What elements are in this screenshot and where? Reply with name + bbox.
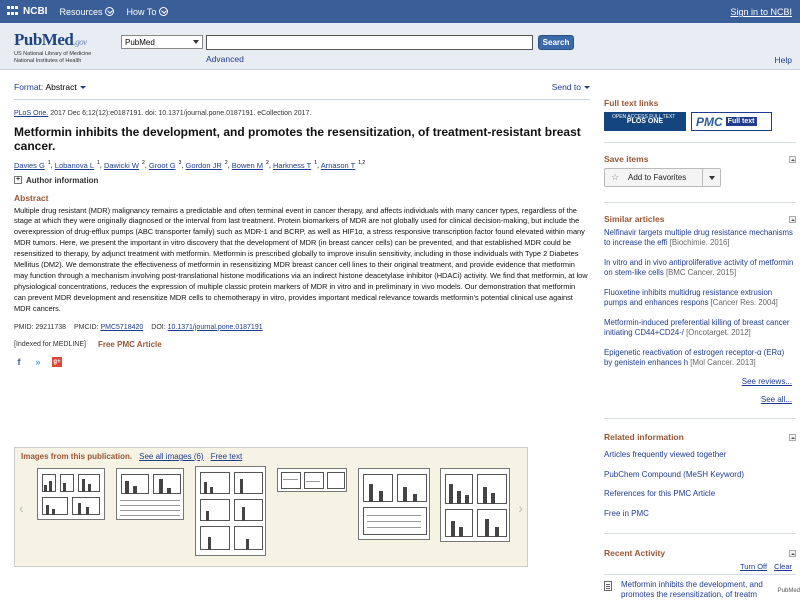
howto-menu[interactable] (126, 7, 168, 17)
nlm-line: US National Library of Medicine (14, 51, 92, 57)
see-all-images-link[interactable]: See all images (6) (139, 452, 204, 461)
article-main (14, 80, 590, 367)
identifier-line (14, 324, 590, 331)
divider (604, 574, 796, 575)
carousel-prev-icon[interactable]: ‹ (19, 500, 24, 516)
author-link[interactable]: Groot G (148, 160, 176, 170)
author-link[interactable]: Gordon JR (185, 160, 222, 170)
related-information-section (604, 432, 796, 518)
pubmed-logo-suffix: .gov (73, 37, 87, 47)
recent-activity-heading: Recent Activity (604, 548, 666, 558)
author-link[interactable]: Arnason T (320, 160, 356, 170)
add-to-favorites-button[interactable] (604, 168, 721, 187)
send-to-label: Send to (551, 82, 581, 92)
images-panel-title: Images from this publication. (21, 452, 133, 461)
clear-link[interactable]: Clear (774, 562, 792, 571)
pubmed-logo[interactable] (14, 30, 91, 64)
caret-down-icon (80, 86, 86, 89)
nih-line: National Institutes of Health (14, 58, 82, 64)
pmcid-label: PMCID: (74, 323, 99, 331)
caret-down-icon (584, 86, 590, 89)
format-value: Abstract (45, 82, 77, 92)
full-text-links (604, 98, 796, 129)
similar-article-title: Epigenetic reactivation of estrogen receptor-α (ERα) by genistein enhances h (604, 348, 785, 367)
ncbi-logo[interactable] (7, 6, 47, 17)
similar-article-item[interactable] (604, 228, 794, 247)
carousel-next-icon[interactable]: › (518, 500, 523, 516)
collapse-icon[interactable] (789, 216, 796, 223)
similar-article-source: [Biochimie. 2016] (669, 237, 730, 247)
search-input[interactable] (206, 35, 533, 50)
plos-one-full-text-button[interactable] (604, 112, 686, 131)
pubmed-logo-text: PubMed (14, 30, 74, 49)
see-reviews-link[interactable]: See reviews... (741, 377, 792, 386)
similar-article-source: [Mol Cancer. 2013] (690, 357, 756, 367)
format-label: Format: (14, 82, 44, 92)
citation-line (14, 110, 590, 117)
collapse-icon[interactable] (789, 550, 796, 557)
similar-article-item[interactable] (604, 318, 794, 337)
medline-indexed: [Indexed for MEDLINE] (14, 340, 86, 348)
article-title: Metformin inhibits the development, and promotes the resensitization, of treatment-resistant breast cancer. (14, 125, 581, 153)
pmid: PMID: 29211738 (14, 323, 67, 331)
index-line (14, 340, 590, 349)
dropdown-arrow-icon (193, 40, 199, 44)
chevron-down-icon (159, 7, 168, 16)
database-select[interactable] (121, 35, 203, 49)
doi-label: DOI: (151, 323, 166, 331)
figure-thumbnail[interactable] (440, 468, 510, 542)
pmc-label: PMC (696, 114, 723, 129)
abstract-text: Multiple drug resistant (MDR) malignancy remains a predictable and often terminal event in cancer therapy, and affects individuals with many cancer types, regardless of the stage at which they were originally diagnosed or the interval from last treatment. Protein biomarkers of MDR are not globally used for clinical decision-making, but include the overexpression of drug-efflux pumps (ABC transporter family) such as MDR-1 and BCRP, as well as HIF1α, a stress responsive transcription factor found elevated within many MDR tumors. Here, we present the important in vitro discovery that the development of MDR (in breast cancer cells) can be prevented, and that established MDR could be resensitized to therapy, by adjunct treatment with metformin. Metformin is prescribed globally to improve insulin sensitivity, including in those individuals with Type 2 Diabetes Mellitus (DM2). We demonstrate the effectiveness of metformin in resensitizing MDR breast cancer cell lines to their original treatment, and provide evidence that metformin may function through a mechanism involving post-translational histone modifications via an indirect histone deacetylase inhibitor (HDACi) activity. We find that metformin, at low physiological concentrations, reduces the expression of multiple classic protein markers of MDR in vitro and in preliminary in vivo models. Our demonstration that metformin can prevent MDR development and resensitize MDR cells to chemotherapy in vitro, provides important medical relevance towards metformin's potential clinical use against MDR cancers. (14, 205, 588, 313)
plos-small-label: OPEN ACCESS FULL TEXT (612, 114, 676, 120)
pmc-full-text-label: Full text (727, 118, 755, 125)
see-all-similar-link[interactable]: See all... (760, 395, 792, 404)
divider (14, 99, 590, 100)
author-list: Davies G $^1$, Lobanova L $^1$, Dawicki W $^2$, Groot G $^3$, Gordon JR $^2$, Bowen M $^2$, Harkness T $^1$, Arnason T $^{1,2}$ (14, 160, 366, 170)
doi-link[interactable]: 10.1371/journal.pone.0187191 (167, 323, 263, 331)
similar-articles-section (604, 214, 796, 404)
similar-article-item[interactable] (604, 288, 794, 307)
expand-plus-icon: + (15, 176, 21, 183)
free-text-link[interactable]: Free text (210, 452, 243, 461)
author-link[interactable]: Lobanova L (54, 160, 94, 170)
full-text-links-heading: Full text links (604, 98, 659, 108)
turn-off-link[interactable]: Turn Off (739, 562, 768, 571)
ncbi-logo-icon (7, 6, 20, 17)
author-link[interactable]: Davies G (14, 160, 45, 170)
images-panel (14, 447, 528, 567)
similar-articles-heading: Similar articles (604, 214, 665, 224)
abstract-heading: Abstract (14, 192, 49, 203)
ncbi-label: NCBI (23, 6, 48, 17)
recent-activity-item[interactable] (604, 580, 794, 600)
pmcid-link[interactable]: PMC5718420 (100, 323, 144, 331)
recent-item-title: Metformin inhibits the development, and promotes the resensitization, of treatm (621, 580, 763, 599)
similar-article-title: Nelfinavir targets multiple drug resistance mechanisms to increase the effi (604, 228, 793, 247)
author-affiliation-number: 2 (224, 160, 228, 166)
similar-article-title: Metformin-induced preferential killing of breast cancer initiating CD44+CD24-/ (604, 318, 790, 337)
similar-article-source: [Cancer Res. 2004] (710, 297, 778, 307)
author-affiliation-number: 1 (314, 160, 317, 166)
related-information-link[interactable]: PubChem Compound (MeSH Keyword) (604, 469, 745, 479)
google-plus-icon[interactable]: g+ (53, 358, 61, 365)
citation-text: 2017 Dec 6;12(12):e0187191. doi: 10.1371/journal.pone.0187191. eCollection 2017. (50, 110, 312, 117)
add-to-favorites-label: Add to Favorites (628, 173, 687, 182)
related-information-heading: Related information (604, 432, 684, 442)
chevron-down-icon (105, 7, 114, 16)
similar-article-title: Fluoxetine inhibits multidrug resistance extrusion pumps and enhances respons (604, 288, 773, 307)
free-pmc-article-link[interactable]: Free PMC Article (97, 339, 162, 349)
divider (604, 418, 796, 419)
author-affiliation-number: 1 (47, 160, 51, 166)
related-information-link[interactable]: Free in PMC (604, 508, 649, 518)
star-icon: ☆ (611, 172, 620, 182)
database-value: PubMed (125, 37, 155, 47)
divider (604, 202, 796, 203)
author-affiliation-number: 3 (178, 160, 182, 166)
figure-thumbnail[interactable] (195, 466, 266, 556)
similar-article-title: In vitro and in vivo antiproliferative activity of metformin on stem-like cells (604, 258, 794, 277)
dropdown-arrow-icon[interactable] (702, 169, 720, 186)
collapse-icon[interactable] (789, 434, 796, 441)
figure-thumbnail[interactable] (277, 468, 347, 492)
author-link[interactable]: Bowen M (231, 160, 264, 170)
search-button[interactable]: Search (538, 35, 574, 50)
save-items-heading: Save items (604, 154, 649, 164)
author-information-label: Author information (26, 175, 99, 185)
author-affiliation-number: 2 (141, 160, 145, 166)
author-affiliation-number: 1,2 (358, 160, 366, 166)
send-to-menu[interactable] (552, 82, 590, 92)
format-bar (14, 80, 590, 94)
plos-label: PLOS ONE (626, 118, 664, 125)
search-bar (0, 23, 800, 70)
ncbi-top-bar (0, 0, 800, 23)
author-information-toggle[interactable] (14, 176, 590, 185)
divider (604, 533, 796, 534)
similar-article-source: [BMC Cancer. 2015] (665, 267, 737, 277)
author-link[interactable]: Harkness T (273, 160, 312, 170)
format-selector[interactable] (14, 82, 86, 92)
recent-item-source: PubMed (777, 588, 800, 594)
sign-in-link[interactable]: Sign in to NCBI (730, 7, 792, 17)
resources-label: Resources (59, 6, 103, 17)
figure-thumbnail[interactable] (37, 468, 105, 520)
similar-article-item[interactable] (604, 258, 794, 277)
divider (604, 142, 796, 143)
help-link[interactable]: Help (774, 55, 792, 65)
resources-menu[interactable] (59, 7, 114, 17)
similar-article-item[interactable] (604, 348, 794, 367)
journal-link[interactable]: PLoS One. (14, 110, 49, 117)
author-link[interactable]: Dawicki W (103, 160, 139, 170)
collapse-icon[interactable] (789, 156, 796, 163)
social-share (14, 357, 590, 367)
document-icon (604, 581, 612, 591)
advanced-search-link[interactable]: Advanced (206, 54, 244, 64)
related-information-link[interactable]: References for this PMC Article (604, 489, 716, 498)
figure-thumbnail[interactable] (116, 468, 184, 520)
twitter-icon[interactable]: » (35, 356, 41, 367)
save-items-section (604, 154, 796, 182)
howto-label: How To (126, 6, 157, 17)
facebook-icon[interactable]: f (17, 356, 21, 367)
related-information-link[interactable]: Articles frequently viewed together (604, 450, 727, 459)
pmc-full-text-button[interactable] (691, 112, 772, 131)
author-affiliation-number: 2 (266, 160, 269, 166)
author-affiliation-number: 1 (97, 160, 100, 166)
similar-article-source: [Oncotarget. 2012] (686, 327, 751, 337)
figure-thumbnail[interactable] (358, 468, 430, 540)
